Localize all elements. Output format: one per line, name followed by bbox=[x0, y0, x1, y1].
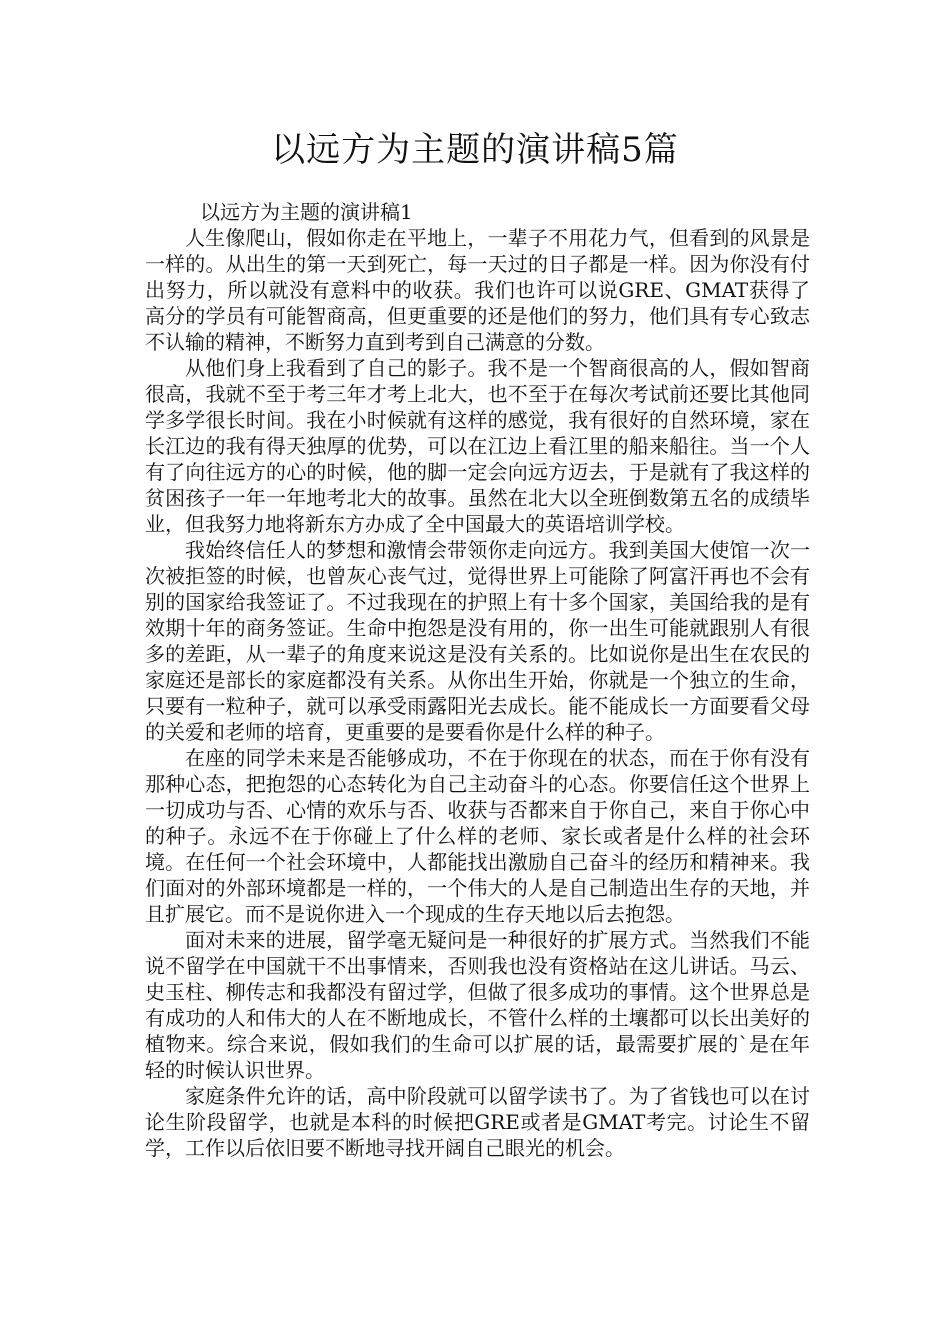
paragraph-5: 面对未来的进展，留学毫无疑问是一种很好的扩展方式。当然我们不能说不留学在中国就干不出事情来，否则我也没有资格站在这儿讲话。马云、史玉柱、柳传志和我都没有留过学，但做了很多成功的事情。这个世界总是有成功的人和伟大的人在不断地成长，不管什么样的土壤都可以长出美好的植物来。综合来说，假如我们的生命可以扩展的话，最需要扩展的`是在年轻的时候认识世界。 bbox=[145, 928, 810, 1082]
document-title: 以远方为主题的演讲稿5篇 bbox=[271, 130, 679, 170]
paragraph-2: 从他们身上我看到了自己的影子。我不是一个智商很高的人，假如智商很高，我就不至于考三年才考上北大，也不至于在每次考试前还要比其他同学多学很长时间。我在小时候就有这样的感觉，我有很好的自然环境，家在长江边的我有得天独厚的优势，可以在江边上看江里的船来船往。当一个人有了向往远方的心的时候，他的脚一定会向远方迈去，于是就有了我这样的贫困孩子一年一年地考北大的故事。虽然在北大以全班倒数第五名的成绩毕业，但我努力地将新东方办成了全中国最大的英语培训学校。 bbox=[145, 356, 810, 536]
document-body bbox=[145, 199, 810, 1161]
paragraph-3: 我始终信任人的梦想和激情会带领你走向远方。我到美国大使馆一次一次被拒签的时候，也曾灰心丧气过，觉得世界上可能除了阿富汗再也不会有别的国家给我签证了。不过我现在的护照上有十多个国家，美国给我的是有效期十年的商务签证。生命中抱怨是没有用的，你一出生可能就跟别人有很多的差距，从一辈子的角度来说这是没有关系的。比如说你是出生在农民的家庭还是部长的家庭都没有关系。从你出生开始，你就是一个独立的生命，只要有一粒种子，就可以承受雨露阳光去成长。能不能成长一方面要看父母的关爱和老师的培育，更重要的是要看你是什么样的种子。 bbox=[145, 538, 810, 744]
section-heading: 以远方为主题的演讲稿1 bbox=[200, 200, 413, 224]
paragraph-1: 人生像爬山，假如你走在平地上，一辈子不用花力气，但看到的风景是一样的。从出生的第一天到死亡，每一天过的日子都是一样。因为你没有付出努力，所以就没有意料中的收获。我们也许可以说GRE、GMAT获得了高分的学员有可能智商高，但更重要的还是他们的努力，他们具有专心致志不认输的精神，不断努力直到考到自己满意的分数。 bbox=[145, 226, 810, 354]
paragraph-4: 在座的同学未来是否能够成功，不在于你现在的状态，而在于你有没有那种心态，把抱怨的心态转化为自己主动奋斗的心态。你要信任这个世界上一切成功与否、心情的欢乐与否、收获与否都来自于你自己，来自于你心中的种子。永远不在于你碰上了什么样的老师、家长或者是什么样的社会环境。在任何一个社会环境中，人都能找出激励自己奋斗的经历和精神来。我们面对的外部环境都是一样的，一个伟大的人是自己制造出生存的天地，并且扩展它。而不是说你进入一个现成的生存天地以后去抱怨。 bbox=[145, 746, 810, 926]
paragraph-6: 家庭条件允许的话，高中阶段就可以留学读书了。为了省钱也可以在讨论生阶段留学，也就是本科的时候把GRE或者是GMAT考完。讨论生不留学，工作以后依旧要不断地寻找开阔自己眼光的机会。 bbox=[145, 1084, 810, 1160]
